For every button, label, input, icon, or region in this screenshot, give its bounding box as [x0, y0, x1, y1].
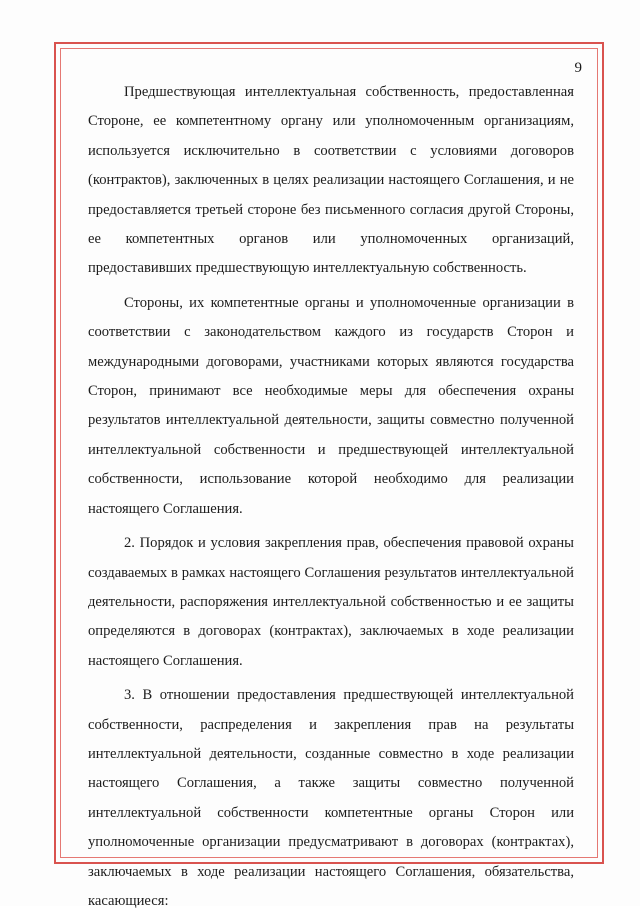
paragraph-prior-ip-use: Предшествующая интеллектуальная собственность, предоставленная Стороне, ее компетентному органу или уполномоченным организациям, используется исключительно в соответствии с условиями договоров (контрактов), заключенных в целях реализации настоящего Соглашения, и не предоставляется третьей стороне без письменного согласия другой Стороны, ее компетентных органов или уполномоченных организаций, предоставивших предшествующую интеллектуальную собственность. [88, 84, 574, 277]
document-body [88, 78, 574, 921]
paragraph-clause-2: 2. Порядок и условия закрепления прав, обеспечения правовой охраны создаваемых в рамках настоящего Соглашения результатов интеллектуальной деятельности, распоряжения интеллектуальной собственностью и ее защиты определяются в договорах (контрактах), заключаемых в ходе реализации настоящего Соглашения. [88, 535, 574, 669]
page-number: 9 [574, 60, 582, 76]
paragraph-clause-3: 3. В отношении предоставления предшествующей интеллектуальной собственности, распределения и закрепления прав на результаты интеллектуальной деятельности, созданные совместно в ходе реализации настоящего Соглашения, а также защиты совместно полученной интеллектуальной собственности компетентные органы Сторон или уполномоченные организации предусматривают в договорах (контрактах), заключаемых в ходе реализации настоящего Соглашения, обязательства, касающиеся: [88, 687, 574, 909]
paragraph-parties-protection-measures: Стороны, их компетентные органы и уполномоченные организации в соответствии с законодательством каждого из государств Сторон и международными договорами, участниками которых являются государства Сторон, принимают все необходимые меры для обеспечения охраны результатов интеллектуальной деятельности, защиты совместно полученной интеллектуальной собственности и предшествующей интеллектуальной собственности, использование которой необходимо для реализации настоящего Соглашения. [88, 294, 574, 517]
